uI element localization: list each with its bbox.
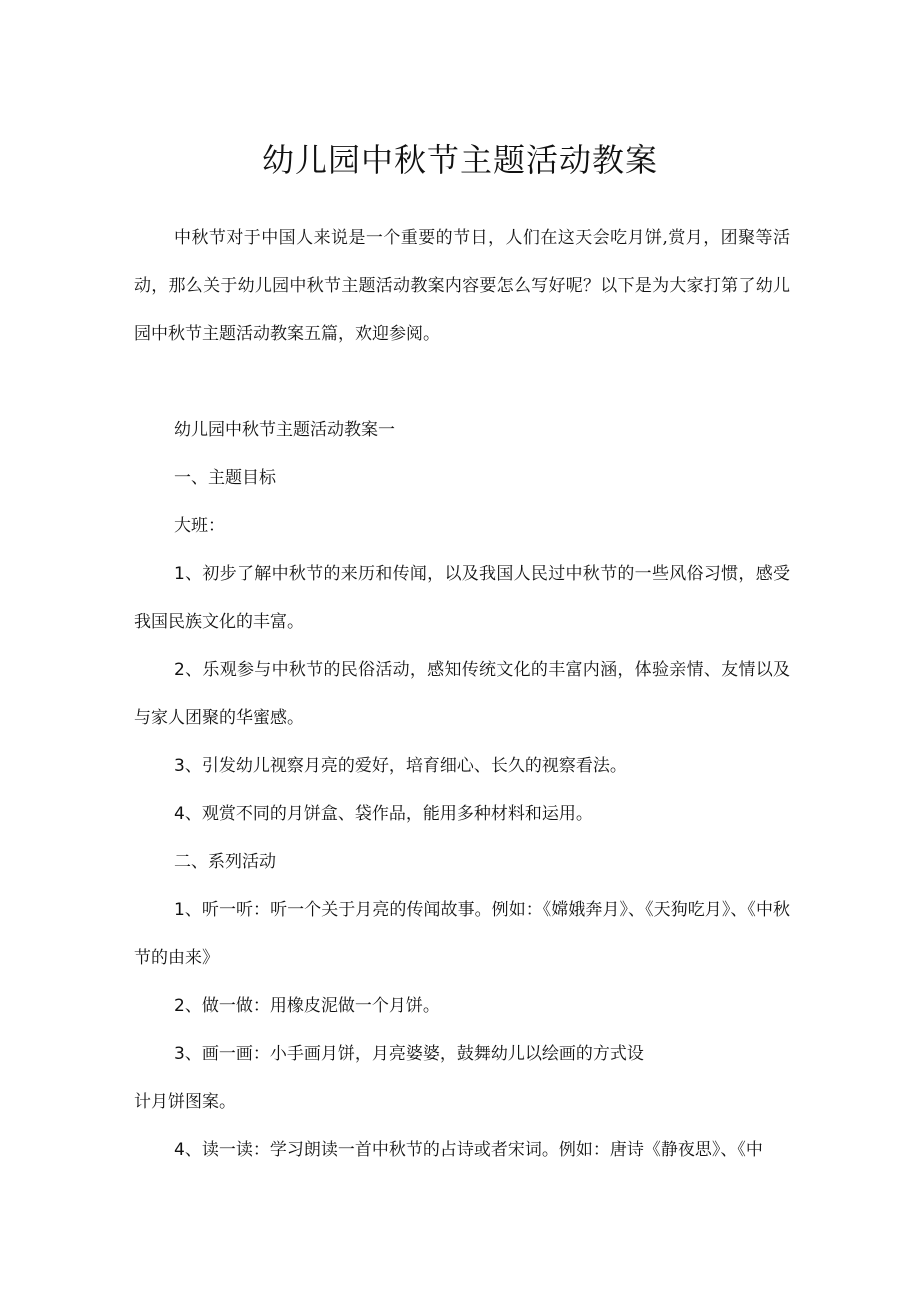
paragraph-gap bbox=[134, 358, 790, 406]
activity-number: 2 bbox=[174, 996, 185, 1016]
activity-text: 、画一画：小手画月饼，月亮婆婆，鼓舞幼儿以绘画的方式设 bbox=[184, 1044, 644, 1064]
activity-text: 、读一读：学习朗读一首中秋节的占诗或者宋词。例如：唐诗《静夜思》、《中 bbox=[184, 1140, 763, 1160]
goal-text: 、观赏不同的月饼盒、袋作品，能用多种材料和运用。 bbox=[184, 804, 593, 824]
document-title: 幼儿园中秋节主题活动教案 bbox=[261, 141, 658, 179]
part2-heading: 二、系列活动 bbox=[174, 852, 276, 872]
class-label: 大班： bbox=[174, 516, 225, 536]
intro-paragraph: 中秋节对于中国人来说是一个重要的节日，人们在这天会吃月饼,赏月，团聚等活动，那么关于幼儿园中秋节主题活动教案内容要怎么写好呢？以下是为大家打第了幼儿园中秋节主题活动教案五篇，欢迎参阅。 bbox=[134, 228, 790, 344]
activity-item bbox=[134, 886, 790, 982]
part1-heading: 一、主题目标 bbox=[174, 468, 276, 488]
goal-number: 2 bbox=[174, 660, 185, 680]
activity-number: 3 bbox=[174, 1044, 185, 1064]
goal-number: 4 bbox=[174, 804, 185, 824]
activity-item bbox=[134, 1126, 790, 1174]
goal-item bbox=[134, 550, 790, 646]
document-body bbox=[134, 214, 790, 1174]
activity-continuation: 计月饼图案。 bbox=[134, 1092, 236, 1112]
activity-number: 1 bbox=[174, 900, 185, 920]
activity-text: 、做一做：用橡皮泥做一个月饼。 bbox=[184, 996, 440, 1016]
goal-number: 3 bbox=[174, 756, 185, 776]
goal-number: 1 bbox=[174, 564, 185, 584]
activity-number: 4 bbox=[174, 1140, 185, 1160]
goal-item bbox=[134, 742, 790, 790]
goal-item bbox=[134, 790, 790, 838]
goal-text: 、引发幼儿视察月亮的爱好，培育细心、长久的视察看法。 bbox=[184, 756, 627, 776]
activity-item bbox=[134, 1030, 790, 1078]
section-title: 幼儿园中秋节主题活动教案一 bbox=[174, 420, 395, 440]
goal-text: 、初步了解中秋节的来历和传闻，以及我国人民过中秋节的一些风俗习惯，感受我国民族文化的丰富。 bbox=[134, 564, 790, 632]
activity-item bbox=[134, 982, 790, 1030]
goal-item bbox=[134, 646, 790, 742]
goal-text: 、乐观参与中秋节的民俗活动，感知传统文化的丰富内涵，体验亲情、友情以及与家人团聚的华蜜感。 bbox=[134, 660, 790, 728]
activity-text: 、听一听：听一个关于月亮的传闻故事。例如：《嫦娥奔月》、《天狗吃月》、《中秋节的由来》 bbox=[134, 900, 790, 968]
